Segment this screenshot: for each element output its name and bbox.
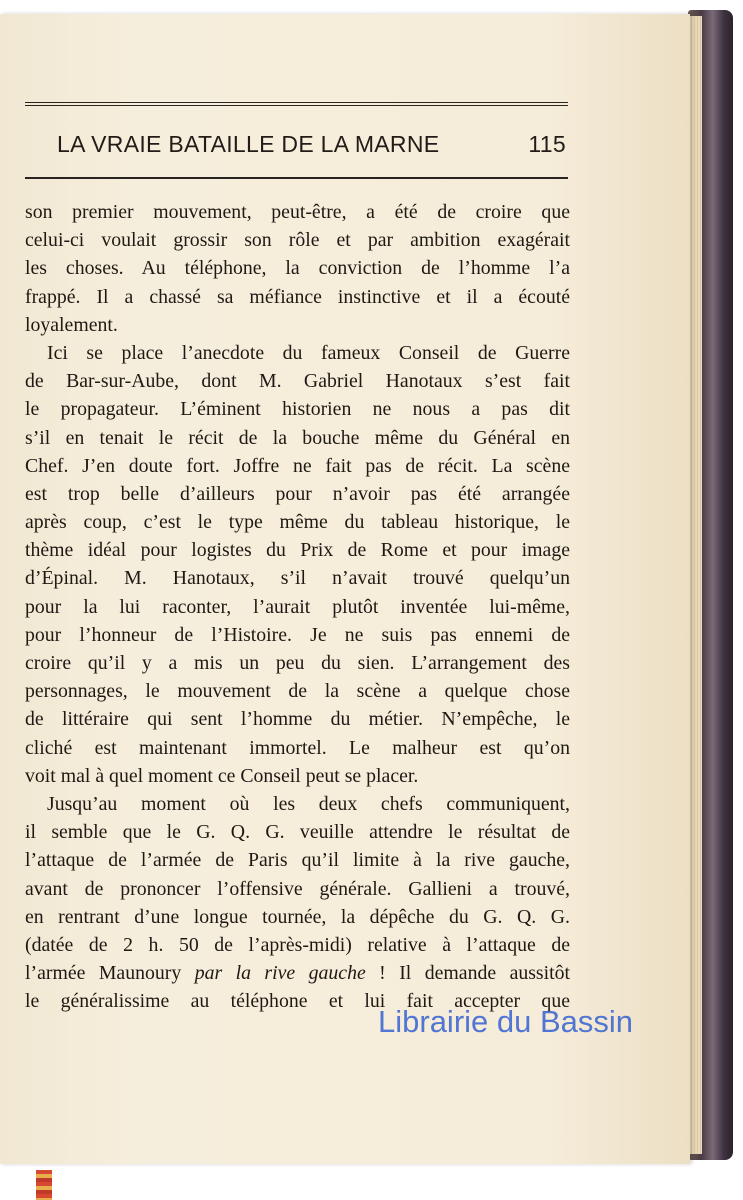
text-line: cliché est maintenant immortel. Le malheur est qu’on <box>25 736 570 759</box>
text-line-with-italic <box>25 959 570 987</box>
text-segment: ! Il demande aussitôt <box>365 962 571 985</box>
text-line: loyalement. <box>25 313 118 336</box>
text-line: voit mal à quel moment ce Conseil peut se placer. <box>25 764 419 787</box>
watermark-text: Librairie du Bassin <box>378 1004 634 1039</box>
text-line: son premier mouvement, peut-être, a été de croire que <box>25 201 570 223</box>
text-line: est trop belle d’ailleurs pour n’avoir pas été arrangée <box>25 482 570 505</box>
text-line: thème idéal pour logistes du Prix de Rome et pour image <box>25 539 570 562</box>
text-line: s’il en tenait le récit de la bouche même du Général en <box>25 426 570 449</box>
text-line: il semble que le G. Q. G. veuille attendre le résultat de <box>25 821 570 844</box>
text-segment: l’armée Maunoury <box>25 962 195 985</box>
header-rule-top <box>25 102 568 106</box>
text-line: Ici se place l’anecdote du fameux Conseil de Guerre <box>47 341 570 364</box>
text-line: Chef. J’en doute fort. Joffre ne fait pas de récit. La scène <box>25 454 570 477</box>
text-line: en rentrant d’une longue tournée, la dépêche du G. Q. G. <box>25 905 570 928</box>
body-text <box>25 198 570 1015</box>
running-title: LA VRAIE BATAILLE DE LA MARNE <box>57 131 440 157</box>
text-line: personnages, le mouvement de la scène a quelque chose <box>25 680 570 703</box>
text-line: après coup, c’est le type même du tableau historique, le <box>25 511 570 534</box>
text-line: les choses. Au téléphone, la conviction de l’homme l’a <box>25 257 570 280</box>
text-line: Jusqu’au moment où les deux chefs communiquent, <box>47 792 570 815</box>
text-line: de Bar-sur-Aube, dont M. Gabriel Hanotaux s’est fait <box>25 370 570 393</box>
text-line: l’attaque de l’armée de Paris qu’il limite à la rive gauche, <box>25 849 570 872</box>
text-line: celui-ci voulait grossir son rôle et par ambition exagérait <box>25 229 570 252</box>
text-line: pour l’honneur de l’Histoire. Je ne suis pas ennemi de <box>25 623 570 646</box>
text-line: croire qu’il y a mis un peu du sien. L’arrangement des <box>25 652 570 674</box>
text-line: de littéraire qui sent l’homme du métier. N’empêche, le <box>25 708 570 731</box>
running-head <box>25 131 568 167</box>
text-line: frappé. Il a chassé sa méfiance instinctive et il a écouté <box>25 285 570 308</box>
text-line: d’Épinal. M. Hanotaux, s’il n’avait trouvé quelqu’un <box>25 567 570 590</box>
header-rule-bottom <box>25 177 568 179</box>
bookmark-ribbon <box>36 1170 52 1200</box>
text-line: pour la lui raconter, l’aurait plutôt inventée lui-même, <box>25 595 570 618</box>
text-line: le propagateur. L’éminent historien ne nous a pas dit <box>25 398 570 421</box>
italic-phrase: par la rive gauche <box>194 962 366 985</box>
page-number: 115 <box>528 131 566 157</box>
text-line: le généralissime au téléphone et lui fait accepter que <box>25 990 570 1013</box>
text-line: (datée de 2 h. 50 de l’après-midi) relative à l’attaque de <box>25 933 570 956</box>
text-line: avant de prononcer l’offensive générale. Gallieni a trouvé, <box>25 877 570 900</box>
